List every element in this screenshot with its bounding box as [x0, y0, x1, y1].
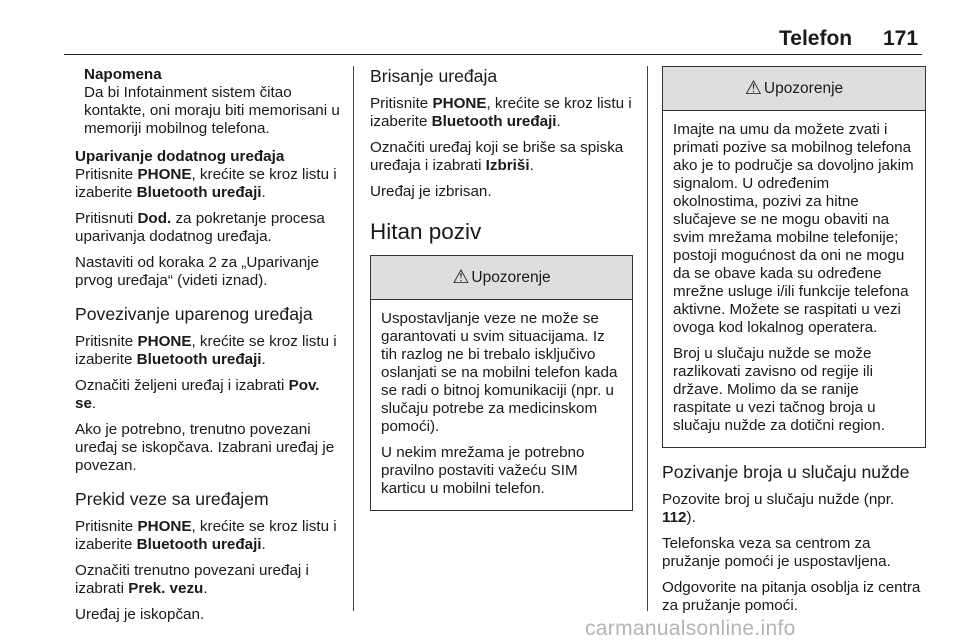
paragraph: Ako je potrebno, trenutno povezani uređaj se iskopčava. Izabrani uređaj je povezan.	[75, 421, 335, 474]
warning-header	[371, 256, 632, 300]
warning-text: Broj u slučaju nužde se može razlikovati zavisno od regije ili države. Molimo da se ranije raspitate u vezi tačnog broja u slučaju nužde za dotični region.	[673, 345, 885, 434]
column-divider	[647, 66, 648, 611]
column-middle	[370, 66, 633, 525]
connect-heading: Povezivanje uparenog uređaja	[75, 304, 313, 324]
warning-body	[663, 111, 925, 447]
warning-title: Upozorenje	[471, 268, 551, 286]
pairing-heading: Uparivanje dodatnog uređaja	[75, 148, 285, 165]
note-text: Da bi Infotainment sistem čitao kontakte, oni moraju biti memorisani u memoriji mobilnog telefona.	[84, 84, 340, 137]
warning-text: Uspostavljanje veze ne može se garantovati u svim situacijama. Iz tih razlog ne bi trebalo isključivo oslanjati se na mobilni telefon kada se radi o bitnoj komunikaciji (npr. u slučaju potrebe za medicinskom pomoći).	[381, 310, 618, 435]
note-block	[75, 66, 341, 138]
warning-icon: ⚠	[452, 266, 470, 288]
watermark: carmanualsonline.info	[585, 617, 796, 640]
emergency-heading: Hitan poziv	[370, 219, 482, 244]
warning-icon: ⚠	[744, 77, 762, 99]
warning-box	[662, 66, 926, 448]
paragraph: Označiti uređaj koji se briše sa spiska uređaja i izabrati Izbriši.	[370, 139, 624, 174]
paragraph: Uređaj je iskopčan.	[75, 606, 205, 623]
dial-heading: Pozivanje broja u slučaju nužde	[662, 462, 910, 482]
paragraph: Nastaviti od koraka 2 za „Uparivanje prvog uređaja“ (videti iznad).	[75, 254, 319, 289]
page-number: 171	[883, 27, 919, 50]
paragraph: Pritisnite PHONE, krećite se kroz listu i izaberite Bluetooth uređaji.	[75, 518, 337, 553]
paragraph: Označiti željeni uređaj i izabrati Pov. se.	[75, 377, 320, 412]
paragraph: Označiti trenutno povezani uređaj i izabrati Prek. vezu.	[75, 562, 309, 597]
warning-body	[371, 300, 632, 510]
paragraph: Pozovite broj u slučaju nužde (npr. 112).	[662, 491, 895, 526]
delete-heading: Brisanje uređaja	[370, 66, 498, 86]
paragraph: Pritisnite PHONE, krećite se kroz listu i izaberite Bluetooth uređaji.	[75, 166, 337, 201]
header-rule	[64, 54, 922, 55]
column-right	[662, 66, 926, 623]
column-divider	[353, 66, 354, 611]
paragraph: Pritisnite PHONE, krećite se kroz listu i izaberite Bluetooth uređaji.	[75, 333, 337, 368]
note-title: Napomena	[84, 66, 162, 83]
paragraph: Telefonska veza sa centrom za pružanje pomoći je uspostavljena.	[662, 535, 891, 570]
warning-text: U nekim mrežama je potrebno pravilno postaviti važeću SIM karticu u mobilni telefon.	[381, 444, 585, 497]
paragraph: Pritisnuti Dod. za pokretanje procesa uparivanja dodatnog uređaja.	[75, 210, 325, 245]
section-title: Telefon	[779, 27, 853, 50]
warning-header	[663, 67, 925, 111]
disconnect-heading: Prekid veze sa uređajem	[75, 489, 269, 509]
warning-title: Upozorenje	[763, 79, 844, 97]
column-left	[75, 66, 341, 632]
warning-box	[370, 255, 633, 511]
paragraph: Uređaj je izbrisan.	[370, 183, 492, 200]
paragraph: Odgovorite na pitanja osoblja iz centra za pružanje pomoći.	[662, 579, 921, 614]
warning-text: Imajte na umu da možete zvati i primati pozive sa mobilnog telefona ako je to područje sa dovoljno jakim signalom. U određenim okolnostima, pozivi za hitne slučajeve se ne mogu obaviti na svim mrežama mobilne telefonije; postoji mogućnost da oni ne mogu da se obave kada su određene mrežne usluge i/ili funkcije telefona aktivne. Možete se raspitati u vezi ovoga kod lokalnog operatera.	[673, 121, 914, 336]
paragraph: Pritisnite PHONE, krećite se kroz listu i izaberite Bluetooth uređaji.	[370, 95, 632, 130]
